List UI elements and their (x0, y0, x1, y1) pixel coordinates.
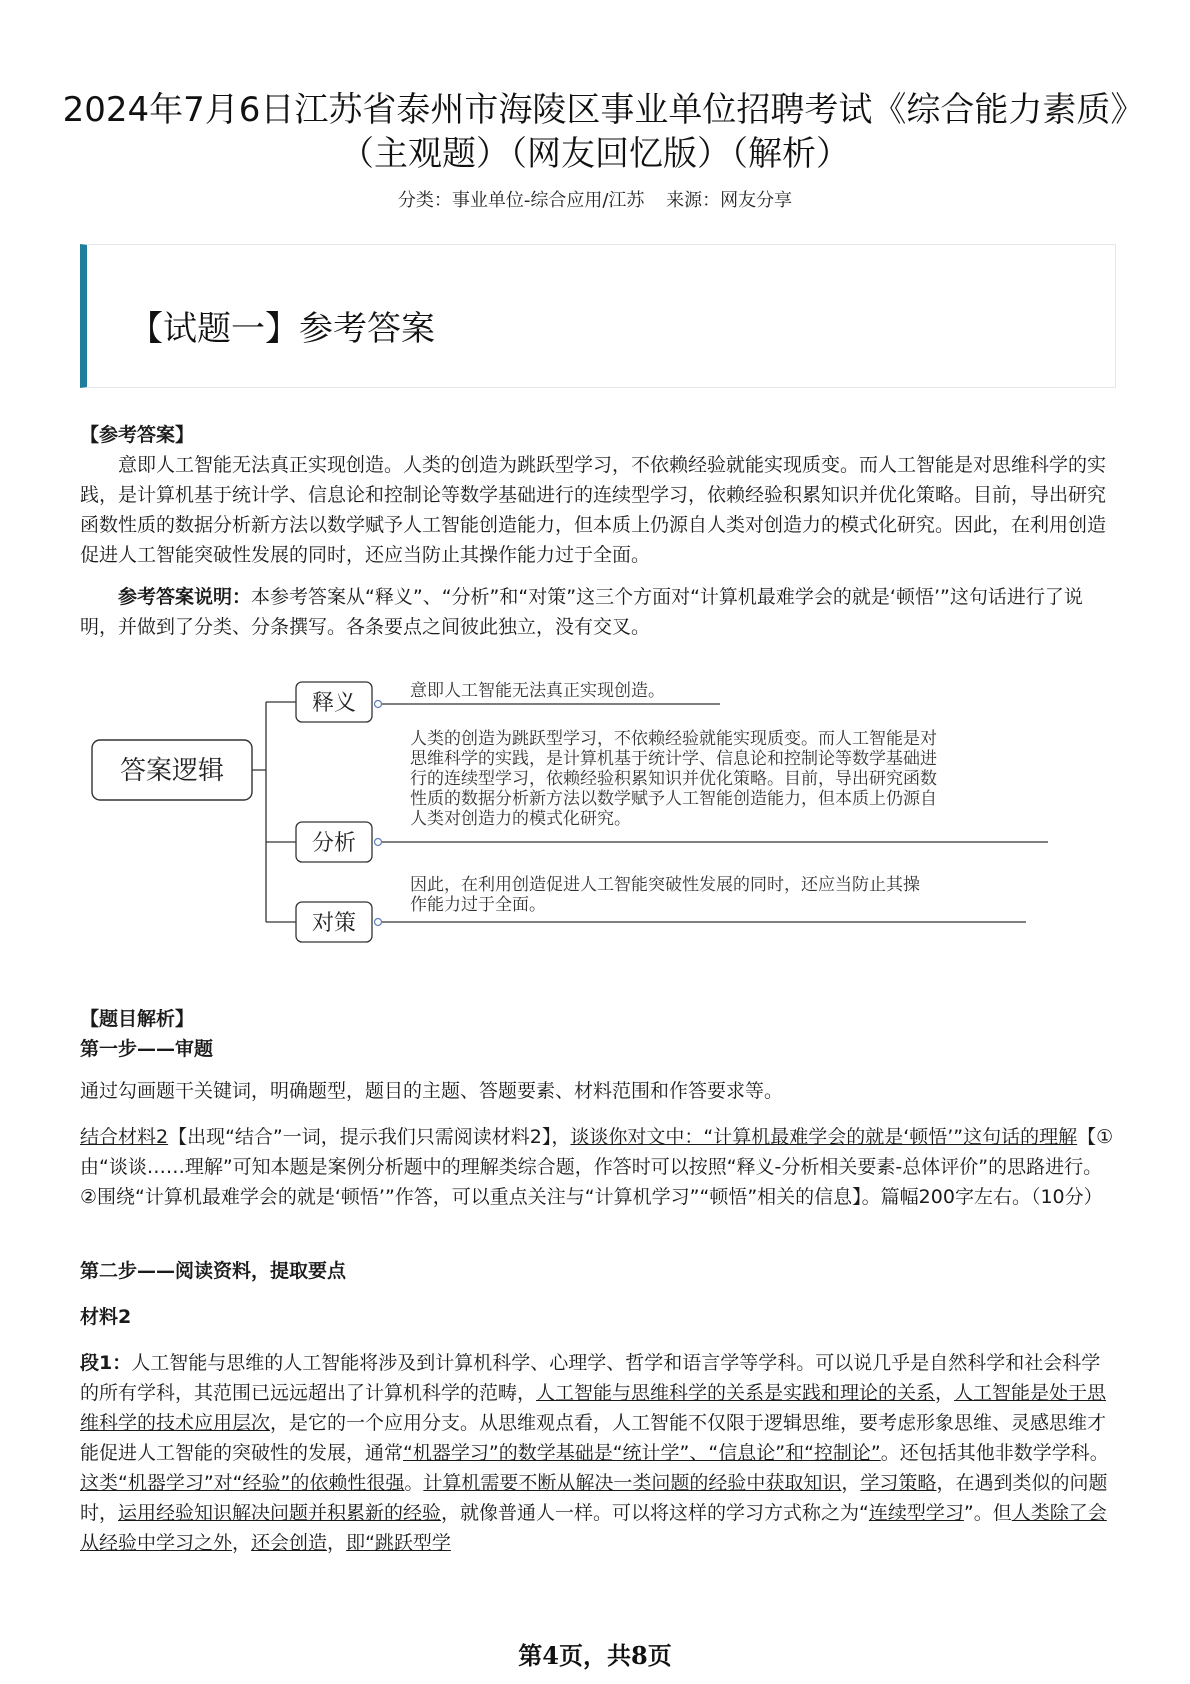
question-part-2: 【出现“结合”一词，提示我们只需阅读材料2】， (168, 1126, 571, 1148)
question-part-1: 结合材料2 (80, 1126, 169, 1148)
explain-label: 参考答案说明： (118, 586, 252, 608)
mindmap-root: 答案逻辑 (119, 756, 225, 786)
paragraph-label: 段1： (80, 1352, 132, 1374)
paragraph-text: 。 (404, 1472, 424, 1494)
mindmap-branch-text: 作能力过于全面。 (410, 895, 546, 915)
paragraph-text: ”。但 (963, 1502, 1012, 1524)
step2-title: 第二步——阅读资料，提取要点 (80, 1260, 347, 1282)
answer-block (80, 420, 1114, 642)
section-heading: 【试题一】参考答案 (129, 309, 435, 349)
key-phrase: 还会创造 (251, 1532, 328, 1554)
paragraph-text: ， (232, 1532, 252, 1554)
mindmap-branch-label: 对策 (311, 911, 357, 936)
key-phrase: 这类“机器学习”对“经验”的依赖性很强 (80, 1472, 405, 1494)
material-label: 材料2 (80, 1306, 132, 1328)
section-heading-box (80, 244, 1116, 388)
category-label: 分类：事业单位-综合应用/江苏 (397, 190, 645, 211)
mindmap-node-dot (375, 839, 382, 846)
question-part-4: 【①由“谈谈……理解”可知本题是案例分析题中的理解类综合题，作答时可以按照“释义-分析相关要素-总体评价”的思路进行。②围绕“计算机最难学会的就是‘顿悟’”作答，可以重点关注与“计算机学习”“顿悟”相关的信息】。篇幅200字左右。（10分） (80, 1126, 1114, 1208)
mindmap-branch-text: 人类对创造力的模式化研究。 (410, 809, 631, 829)
answer-logic-mindmap (80, 666, 1120, 956)
question-part-3: 谈谈你对文中：“计算机最难学会的就是‘顿悟’”这句话的理解 (570, 1126, 1078, 1148)
key-phrase: “机器学习”的数学基础是“统计学”、“信息论”和“控制论” (403, 1442, 881, 1464)
answer-text: 意即人工智能无法真正实现创造。人类的创造为跳跃型学习，不依赖经验就能实现质变。而人工智能是对思维科学的实践，是计算机基于统计学、信息论和控制论等数学基础进行的连续型学习，依赖经验积累知识并优化策略。目前，导出研究函数性质的数据分析新方法以数学赋予人工智能创造能力，但本质上仍源自人类对创造力的模式化研究。因此，在利用创造促进人工智能突破性发展的同时，还应当防止其操作能力过于全面。 (80, 454, 1107, 566)
paragraph-text: ，在遇到类似的问题时， (80, 1472, 1108, 1524)
material-block (80, 1302, 1114, 1332)
mindmap-branch-text: 性质的数据分析新方法以数学赋予人工智能创造能力，但本质上仍源自 (410, 789, 937, 809)
analysis-label: 【题目解析】 (80, 1008, 195, 1030)
mindmap-branch-text: 行的连续型学习，依赖经验积累知识并优化策略。目前，导出研究函数 (410, 769, 937, 789)
question-text (80, 1122, 1114, 1212)
paragraph-text: 人工智能与思维的人工智能将涉及到计算机科学、心理学、哲学和语言学等学科。可以说几乎是自然科学和社会科学的所有学科，其范围已远远超出了计算机科学的范畴， (80, 1352, 1101, 1404)
step1-title: 第一步——审题 (80, 1038, 214, 1060)
key-phrase: 学习策略 (860, 1472, 937, 1494)
step1-text-block (80, 1076, 1114, 1106)
key-phrase: 即“跳跃型学 (346, 1532, 451, 1554)
key-phrase: 人类除了会从经验中学习之外 (80, 1502, 1107, 1554)
paragraph-body (80, 1352, 1109, 1554)
analysis-header (80, 1004, 1114, 1064)
source-label: 来源：网友分享 (666, 190, 793, 211)
document-meta (0, 186, 1190, 212)
step2-block (80, 1256, 1114, 1286)
paragraph-text: ，就像普通人一样。可以将这样的学习方式称之为“ (441, 1502, 869, 1524)
mindmap-node-dot (375, 701, 382, 708)
question-block (80, 1122, 1114, 1212)
step1-text: 通过勾画题干关键词，明确题型，题目的主题、答题要素、材料范围和作答要求等。 (80, 1080, 784, 1102)
material-paragraph (80, 1348, 1114, 1558)
material-paragraph-block (80, 1348, 1114, 1558)
mindmap-branch-label: 释义 (311, 691, 357, 716)
explain-text: 本参考答案从“释义”、“分析”和“对策”这三个方面对“计算机最难学会的就是‘顿悟’”这句话进行了说明，并做到了分类、分条撰写。各条要点之间彼此独立，没有交叉。 (80, 586, 1083, 638)
key-phrase: 运用经验知识解决问题并积累新的经验 (118, 1502, 442, 1524)
mindmap-branch-text: 因此，在利用创造促进人工智能突破性发展的同时，还应当防止其操 (410, 875, 920, 895)
page-footer: 第4页，共8页 (518, 1641, 672, 1670)
mindmap-node-dot (375, 919, 382, 926)
mindmap-branch-text: 人类的创造为跳跃型学习，不依赖经验就能实现质变。而人工智能是对 (410, 729, 937, 749)
mindmap-branch-text: 思维科学的实践，是计算机基于统计学、信息论和控制论等数学基础进 (410, 749, 937, 769)
mindmap-connector (252, 702, 296, 922)
paragraph-text: 。还包括其他非数学学科。 (880, 1442, 1109, 1464)
answer-label: 【参考答案】 (80, 424, 195, 446)
answer-explanation (80, 582, 1114, 642)
paragraph-text: ，是它的一个应用分支。从思维观点看，人工智能不仅限于逻辑思维，要考虑形象思维、灵感思维才能促进人工智能的突破性的发展，通常 (80, 1412, 1107, 1464)
mindmap-branch-text: 意即人工智能无法真正实现创造。 (410, 681, 665, 701)
paragraph-text: ， (841, 1472, 861, 1494)
mindmap-branch-label: 分析 (311, 831, 357, 856)
document-title: 2024年7月6日江苏省泰州市海陵区事业单位招聘考试《综合能力素质》（主观题）（网友回忆版）（解析） (62, 90, 1128, 174)
paragraph-text: ， (935, 1382, 955, 1404)
key-phrase: 计算机需要不断从解决一类问题的经验中获取知识 (423, 1472, 842, 1494)
key-phrase: 人工智能是处于思维科学的技术应用层次 (80, 1382, 1107, 1434)
key-phrase: 连续型学习 (868, 1502, 964, 1524)
key-phrase: 人工智能与思维科学的关系是实践和理论的关系 (536, 1382, 936, 1404)
paragraph-text: ， (327, 1532, 347, 1554)
